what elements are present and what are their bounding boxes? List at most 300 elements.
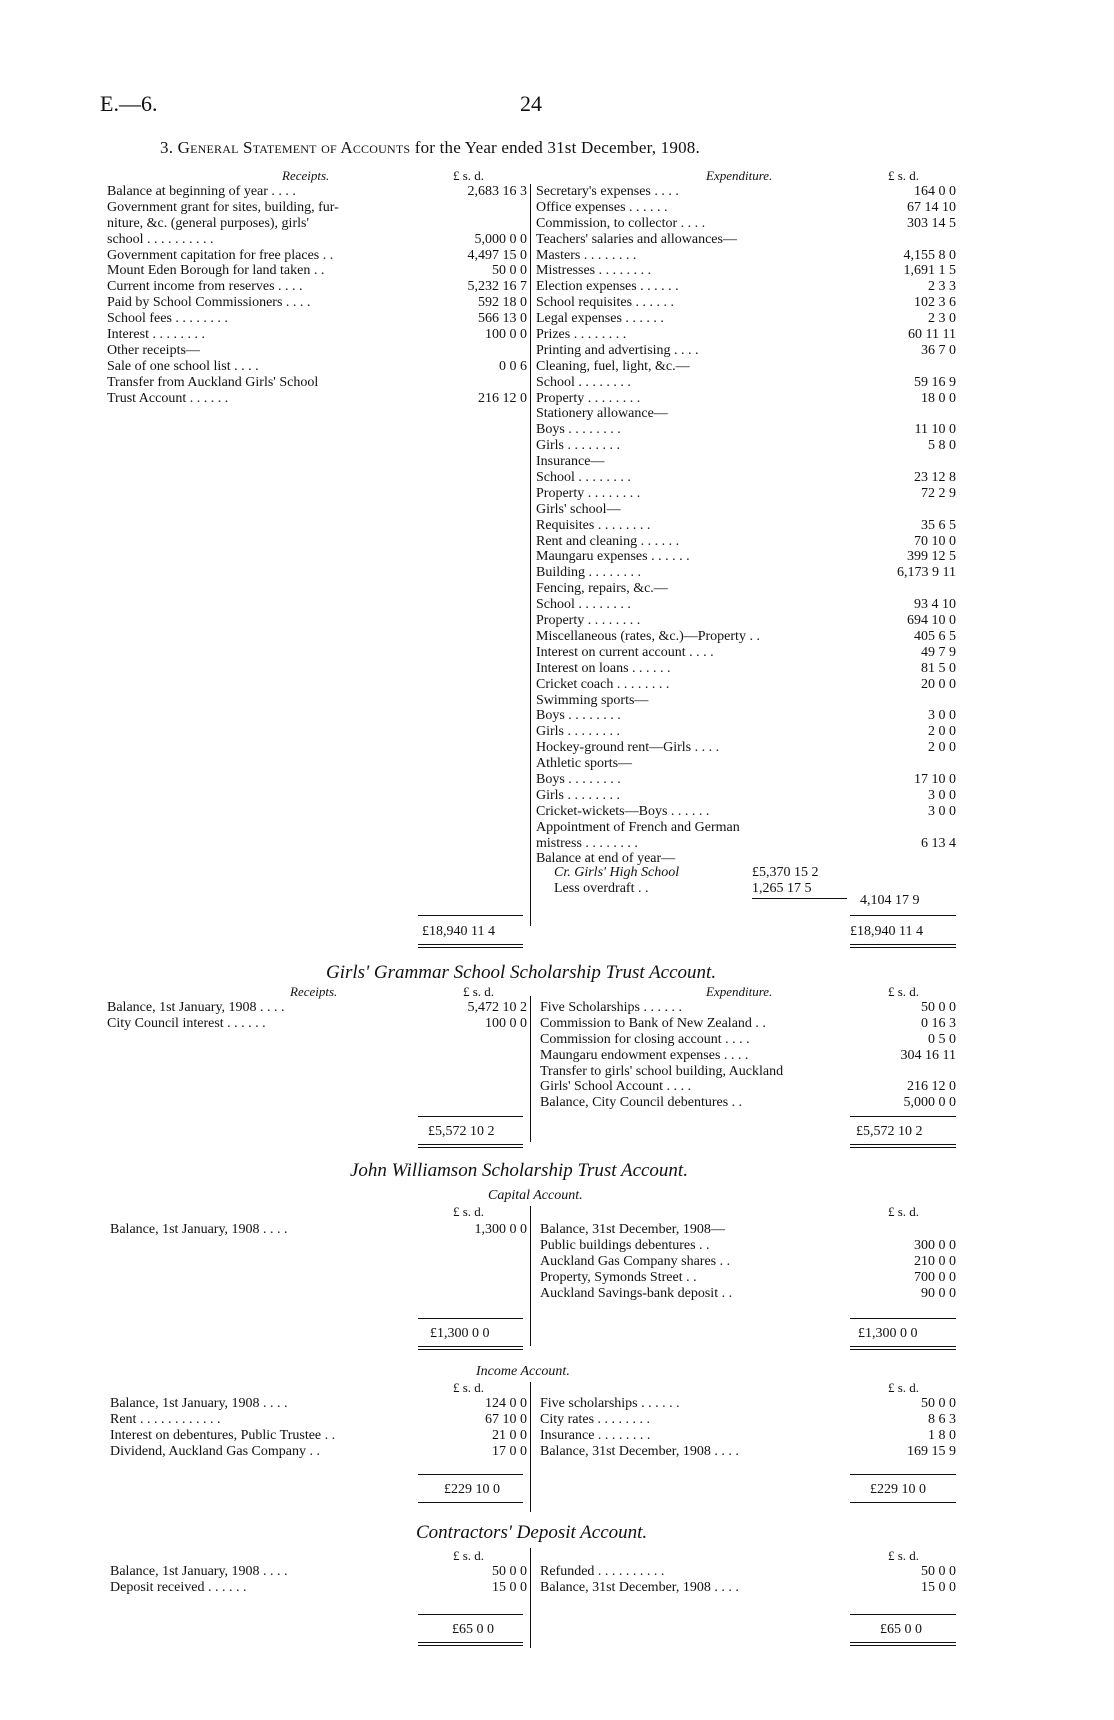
ledger-row bbox=[536, 470, 956, 486]
receipts-heading: Receipts. bbox=[282, 168, 330, 183]
ledger-row-amount: 2 3 3 bbox=[928, 279, 956, 295]
con-rule-left-top bbox=[418, 1614, 523, 1615]
ledger-row bbox=[107, 232, 527, 248]
balance-cr-amount: £5,370 15 2 bbox=[752, 865, 819, 880]
ledger-row bbox=[536, 406, 956, 422]
con-rule-right-b2 bbox=[850, 1645, 956, 1646]
williamson-capital-receipts bbox=[110, 1222, 527, 1238]
ledger-row bbox=[107, 375, 527, 391]
contractors-divider bbox=[530, 1548, 531, 1648]
ledger-row bbox=[536, 311, 956, 327]
ledger-row bbox=[536, 788, 956, 804]
total-rule-right-top bbox=[850, 915, 956, 916]
page-number: 24 bbox=[520, 91, 542, 116]
grammar-lsd-right: £ s. d. bbox=[888, 984, 920, 999]
ledger-row-label: Property . . . . . . . . bbox=[536, 390, 641, 406]
overdraft-rule bbox=[752, 898, 847, 899]
ledger-row bbox=[536, 359, 956, 375]
ledger-row-label: Building . . . . . . . . bbox=[536, 565, 642, 581]
ledger-row bbox=[536, 693, 956, 709]
ledger-row-amount: 1,300 0 0 bbox=[474, 1222, 527, 1237]
ledger-row bbox=[536, 295, 956, 311]
ledger-row bbox=[536, 549, 956, 565]
ledger-row bbox=[107, 295, 527, 311]
williamson-income-divider bbox=[530, 1382, 531, 1512]
ledger-row bbox=[536, 804, 956, 820]
ledger-row bbox=[107, 343, 527, 359]
ledger-row-amount: 50 0 0 bbox=[921, 1000, 956, 1015]
ledger-row bbox=[110, 1444, 527, 1460]
title-rest: for the Year ended 31st December, 1908. bbox=[414, 138, 700, 157]
ledger-row bbox=[540, 1222, 956, 1238]
ledger-row-label: Insurance— bbox=[536, 454, 605, 470]
con-rule-left-b1 bbox=[418, 1642, 523, 1643]
ledger-row-label: Appointment of French and German bbox=[536, 819, 740, 835]
ledger-row-label: Balance, 1st January, 1908 . . . . bbox=[110, 1564, 288, 1579]
total-rule-left-b1 bbox=[418, 944, 523, 945]
ledger-row bbox=[540, 1238, 956, 1254]
grammar-total-right: £5,572 10 2 bbox=[856, 1124, 923, 1139]
wcap-rule-left-b2 bbox=[418, 1349, 523, 1350]
grammar-rule-left-top bbox=[418, 1116, 523, 1117]
ledger-row-label: Interest . . . . . . . . bbox=[107, 327, 205, 343]
ledger-row-label: Legal expenses . . . . . . bbox=[536, 311, 664, 327]
williamson-income-heading: Income Account. bbox=[476, 1364, 570, 1379]
ledger-row-label: Girls' School Account . . . . bbox=[540, 1079, 692, 1095]
ledger-row-amount: 17 10 0 bbox=[914, 771, 956, 787]
ledger-row bbox=[536, 327, 956, 343]
ledger-row-label: mistress . . . . . . . . bbox=[536, 835, 638, 851]
ledger-row-label: Girls' school— bbox=[536, 501, 621, 517]
ledger-row bbox=[536, 486, 956, 502]
ledger-row bbox=[540, 1412, 956, 1428]
williamson-income-lsd-right: £ s. d. bbox=[888, 1380, 920, 1395]
ledger-row-label: Balance, 31st December, 1908 . . . . bbox=[540, 1443, 739, 1459]
general-total-left: £18,940 11 4 bbox=[422, 924, 495, 939]
ledger-row-amount: 15 0 0 bbox=[921, 1579, 956, 1595]
ledger-row-label: City rates . . . . . . . . bbox=[540, 1411, 651, 1427]
ledger-row-label: School fees . . . . . . . . bbox=[107, 311, 228, 327]
ledger-row bbox=[110, 1564, 527, 1580]
ledger-row-label: Balance, 31st December, 1908 . . . . bbox=[540, 1579, 739, 1595]
contractors-receipts bbox=[110, 1564, 527, 1596]
ledger-row-amount: 4,155 8 0 bbox=[903, 247, 956, 263]
ledger-row-amount: 0 5 0 bbox=[928, 1031, 956, 1047]
general-expenditure-list bbox=[536, 184, 956, 867]
ledger-row-amount: 36 7 0 bbox=[921, 342, 956, 358]
ledger-row bbox=[536, 454, 956, 470]
grammar-receipts-heading: Receipts. bbox=[290, 984, 338, 999]
ledger-row bbox=[540, 1580, 956, 1596]
ledger-row bbox=[107, 327, 527, 343]
ledger-row-label: Government capitation for free places . . bbox=[107, 247, 334, 263]
ledger-row-label: Masters . . . . . . . . bbox=[536, 247, 637, 263]
ledger-row bbox=[536, 597, 956, 613]
williamson-income-lsd-left: £ s. d. bbox=[453, 1380, 485, 1395]
ledger-row-amount: 0 16 3 bbox=[921, 1015, 956, 1031]
ledger-row-label: Dividend, Auckland Gas Company . . bbox=[110, 1443, 320, 1459]
ledger-row-label: Cleaning, fuel, light, &c.— bbox=[536, 358, 690, 374]
ledger-row-label: Balance, 1st January, 1908 . . . . bbox=[107, 1000, 285, 1015]
wcap-rule-right-b2 bbox=[850, 1349, 956, 1350]
ledger-row-label: Commission, to collector . . . . bbox=[536, 215, 706, 231]
grammar-title: Girls' Grammar School Scholarship Trust Account. bbox=[326, 962, 717, 983]
grammar-expenditure-list bbox=[540, 1000, 956, 1111]
ledger-row-amount: 399 12 5 bbox=[907, 549, 956, 565]
ledger-row-label: Boys . . . . . . . . bbox=[536, 422, 621, 438]
ledger-row-label: Cricket-wickets—Boys . . . . . . bbox=[536, 803, 710, 819]
ledger-row-label: Deposit received . . . . . . bbox=[110, 1579, 247, 1595]
ledger-row bbox=[536, 708, 956, 724]
ledger-row bbox=[107, 248, 527, 264]
balance-cr-label: Cr. Girls' High School bbox=[554, 865, 680, 880]
ledger-row-amount: 35 6 5 bbox=[921, 517, 956, 533]
ledger-row bbox=[540, 1064, 956, 1080]
ledger-row bbox=[107, 263, 527, 279]
ledger-row-amount: 5,000 0 0 bbox=[903, 1095, 956, 1111]
ledger-row-amount: 304 16 11 bbox=[900, 1047, 956, 1063]
williamson-capital-total-right: £1,300 0 0 bbox=[858, 1326, 918, 1341]
ledger-row bbox=[540, 1270, 956, 1286]
ledger-row-amount: 93 4 10 bbox=[914, 597, 956, 613]
total-rule-right-b2 bbox=[850, 947, 956, 948]
ledger-row-label: Stationery allowance— bbox=[536, 406, 668, 422]
ledger-row-label: Boys . . . . . . . . bbox=[536, 771, 621, 787]
ledger-row bbox=[540, 1095, 956, 1111]
ledger-row-label: Balance, 1st January, 1908 . . . . bbox=[110, 1396, 288, 1411]
ledger-row bbox=[536, 279, 956, 295]
ledger-row-label: Balance at beginning of year . . . . bbox=[107, 184, 296, 199]
ledger-row-label: Athletic sports— bbox=[536, 756, 633, 772]
ledger-row bbox=[536, 724, 956, 740]
total-rule-left-b2 bbox=[418, 947, 523, 948]
ledger-row bbox=[536, 534, 956, 550]
ledger-row-label: Rent . . . . . . . . . . . . bbox=[110, 1411, 221, 1427]
contractors-title: Contractors' Deposit Account. bbox=[416, 1522, 648, 1543]
ledger-row-amount: 20 0 0 bbox=[921, 676, 956, 692]
williamson-capital-total-left: £1,300 0 0 bbox=[430, 1326, 490, 1341]
lsd-heading-left: £ s. d. bbox=[453, 168, 485, 183]
ledger-row-label: niture, &c. (general purposes), girls' bbox=[107, 215, 309, 231]
ledger-row bbox=[540, 1032, 956, 1048]
general-receipts-list bbox=[107, 184, 527, 406]
ledger-row-amount: 15 0 0 bbox=[492, 1579, 527, 1595]
ledger-row-label: Balance, 1st January, 1908 . . . . bbox=[110, 1222, 288, 1237]
williamson-income-receipts bbox=[110, 1396, 527, 1460]
ledger-row bbox=[536, 248, 956, 264]
ledger-row-amount: 50 0 0 bbox=[492, 263, 527, 279]
ledger-row bbox=[536, 232, 956, 248]
ledger-row-label: Rent and cleaning . . . . . . bbox=[536, 533, 680, 549]
ledger-row-label: Sale of one school list . . . . bbox=[107, 358, 259, 374]
williamson-income-total-right: £229 10 0 bbox=[870, 1482, 926, 1497]
ledger-row-amount: 59 16 9 bbox=[914, 374, 956, 390]
ledger-row bbox=[107, 279, 527, 295]
winc-rule-left-b1 bbox=[418, 1502, 523, 1503]
ledger-row bbox=[536, 772, 956, 788]
ledger-row bbox=[540, 1286, 956, 1302]
expenditure-heading: Expenditure. bbox=[706, 168, 773, 183]
ledger-row-label: Miscellaneous (rates, &c.)—Property . . bbox=[536, 628, 760, 644]
ledger-row bbox=[536, 645, 956, 661]
ledger-row-amount: 2 0 0 bbox=[928, 724, 956, 740]
lsd-heading-right: £ s. d. bbox=[888, 168, 920, 183]
ledger-row-amount: 6 13 4 bbox=[921, 835, 956, 851]
ledger-row-amount: 2 0 0 bbox=[928, 740, 956, 756]
ledger-row bbox=[110, 1428, 527, 1444]
ledger-row bbox=[540, 1428, 956, 1444]
total-rule-right-b1 bbox=[850, 944, 956, 945]
ledger-row bbox=[107, 1000, 527, 1016]
ledger-row-label: Requisites . . . . . . . . bbox=[536, 517, 651, 533]
con-rule-right-top bbox=[850, 1614, 956, 1615]
ledger-row-label: School . . . . . . . . bbox=[536, 470, 631, 486]
less-overdraft-amount: 1,265 17 5 bbox=[752, 881, 812, 896]
grammar-lsd-left: £ s. d. bbox=[463, 984, 495, 999]
ledger-row-amount: 81 5 0 bbox=[921, 660, 956, 676]
ledger-row bbox=[536, 391, 956, 407]
ledger-row-amount: 694 10 0 bbox=[907, 613, 956, 629]
ledger-row bbox=[536, 756, 956, 772]
ledger-row bbox=[107, 184, 527, 200]
contractors-total-right: £65 0 0 bbox=[880, 1622, 922, 1637]
williamson-title: John Williamson Scholarship Trust Account. bbox=[350, 1160, 688, 1181]
ledger-row-amount: 124 0 0 bbox=[485, 1396, 527, 1411]
ledger-row-label: Auckland Gas Company shares . . bbox=[540, 1253, 731, 1269]
grammar-expenditure-heading: Expenditure. bbox=[706, 984, 773, 999]
less-overdraft-label: Less overdraft . . bbox=[554, 881, 649, 896]
williamson-capital-heading: Capital Account. bbox=[488, 1188, 583, 1203]
ledger-row-label: Fencing, repairs, &c.— bbox=[536, 581, 668, 597]
ledger-row bbox=[540, 1444, 956, 1460]
title-small-caps: General Statement of Accounts bbox=[177, 138, 411, 157]
ledger-row-amount: 5 8 0 bbox=[928, 438, 956, 454]
contractors-lsd-left: £ s. d. bbox=[453, 1548, 485, 1563]
ledger-row bbox=[536, 263, 956, 279]
ledger-row-label: Girls . . . . . . . . bbox=[536, 438, 620, 454]
ledger-row-label: school . . . . . . . . . . bbox=[107, 231, 214, 247]
contractors-expenditure bbox=[540, 1564, 956, 1596]
ledger-row-amount: 70 10 0 bbox=[914, 533, 956, 549]
con-rule-left-b2 bbox=[418, 1645, 523, 1646]
ledger-row-amount: 5,000 0 0 bbox=[474, 231, 527, 247]
ledger-row bbox=[536, 438, 956, 454]
ledger-row-label: Swimming sports— bbox=[536, 692, 649, 708]
ledger-row-amount: 5,232 16 7 bbox=[467, 279, 527, 295]
ledger-row-amount: 50 0 0 bbox=[921, 1564, 956, 1579]
ledger-row-label: Balance, 31st December, 1908— bbox=[540, 1222, 725, 1237]
ledger-row-label: City Council interest . . . . . . bbox=[107, 1015, 266, 1031]
ledger-row bbox=[536, 740, 956, 756]
ledger-row bbox=[536, 422, 956, 438]
title-number: 3. bbox=[160, 138, 174, 157]
ledger-row bbox=[107, 200, 527, 216]
ledger-row bbox=[536, 677, 956, 693]
ledger-row-label: Cricket coach . . . . . . . . bbox=[536, 676, 670, 692]
ledger-row-amount: 50 0 0 bbox=[921, 1396, 956, 1411]
wcap-rule-left-top bbox=[418, 1318, 523, 1319]
ledger-row-label: Mistresses . . . . . . . . bbox=[536, 263, 652, 279]
contractors-total-left: £65 0 0 bbox=[452, 1622, 494, 1637]
ledger-row-amount: 50 0 0 bbox=[492, 1564, 527, 1579]
ledger-row-amount: 3 0 0 bbox=[928, 708, 956, 724]
ledger-row bbox=[536, 661, 956, 677]
winc-rule-left-top bbox=[418, 1474, 523, 1475]
ledger-row-amount: 49 7 9 bbox=[921, 644, 956, 660]
ledger-row-amount: 90 0 0 bbox=[921, 1285, 956, 1301]
ledger-row-label: Current income from reserves . . . . bbox=[107, 279, 303, 295]
ledger-row-amount: 6,173 9 11 bbox=[897, 565, 956, 581]
ledger-row-label: Property . . . . . . . . bbox=[536, 613, 641, 629]
ledger-row-label: Boys . . . . . . . . bbox=[536, 708, 621, 724]
ledger-row bbox=[540, 1048, 956, 1064]
ledger-row-label: Trust Account . . . . . . bbox=[107, 390, 229, 406]
grammar-divider bbox=[530, 996, 531, 1142]
ledger-row-label: Five scholarships . . . . . . bbox=[540, 1396, 680, 1411]
winc-rule-right-top bbox=[850, 1474, 956, 1475]
winc-rule-right-b1 bbox=[850, 1502, 956, 1503]
ledger-row bbox=[110, 1412, 527, 1428]
ledger-row-label: Maungaru endowment expenses . . . . bbox=[540, 1047, 749, 1063]
wcap-rule-right-b1 bbox=[850, 1346, 956, 1347]
williamson-capital-lsd-left: £ s. d. bbox=[453, 1204, 485, 1219]
williamson-capital-expenditure bbox=[540, 1222, 956, 1301]
ledger-row-label: Hockey-ground rent—Girls . . . . bbox=[536, 740, 720, 756]
ledger-row-label: Transfer from Auckland Girls' School bbox=[107, 374, 319, 390]
grammar-rule-right-b1 bbox=[850, 1144, 956, 1145]
ledger-row bbox=[536, 581, 956, 597]
ledger-row bbox=[107, 1016, 527, 1032]
ledger-row bbox=[536, 836, 956, 852]
williamson-income-expenditure bbox=[540, 1396, 956, 1460]
ledger-row-label: Property . . . . . . . . bbox=[536, 485, 641, 501]
ledger-row-amount: 17 0 0 bbox=[492, 1443, 527, 1459]
ledger-row bbox=[540, 1079, 956, 1095]
ledger-row-label: Government grant for sites, building, fur- bbox=[107, 199, 339, 215]
document-reference: E.—6. bbox=[100, 91, 158, 116]
ledger-row-amount: 60 11 11 bbox=[908, 327, 956, 343]
grammar-rule-right-b2 bbox=[850, 1147, 956, 1148]
ledger-row-amount: 566 13 0 bbox=[478, 311, 527, 327]
ledger-row-label: Balance at end of year— bbox=[536, 851, 676, 867]
ledger-row bbox=[536, 375, 956, 391]
ledger-row-amount: 8 6 3 bbox=[928, 1411, 956, 1427]
ledger-row bbox=[540, 1254, 956, 1270]
ledger-row bbox=[536, 629, 956, 645]
ledger-row bbox=[536, 518, 956, 534]
ledger-row bbox=[536, 502, 956, 518]
ledger-row-amount: 4,497 15 0 bbox=[467, 247, 527, 263]
ledger-row-label: Commission to Bank of New Zealand . . bbox=[540, 1015, 766, 1031]
ledger-row-amount: 1,691 1 5 bbox=[903, 263, 956, 279]
ledger-row-amount: 67 14 10 bbox=[907, 199, 956, 215]
ledger-row-amount: 3 0 0 bbox=[928, 803, 956, 819]
ledger-row bbox=[540, 1564, 956, 1580]
williamson-capital-divider bbox=[530, 1206, 531, 1346]
ledger-row-amount: 169 15 9 bbox=[907, 1443, 956, 1459]
ledger-row-label: Property, Symonds Street . . bbox=[540, 1269, 697, 1285]
ledger-row-label: School . . . . . . . . bbox=[536, 597, 631, 613]
ledger-row-amount: 11 10 0 bbox=[914, 422, 956, 438]
ledger-row-amount: 2,683 16 3 bbox=[467, 184, 527, 199]
ledger-row-label: Secretary's expenses . . . . bbox=[536, 184, 679, 199]
ledger-row bbox=[110, 1222, 527, 1238]
grammar-rule-left-b2 bbox=[418, 1147, 523, 1148]
ledger-row-label: Printing and advertising . . . . bbox=[536, 342, 699, 358]
ledger-row-amount: 5,472 10 2 bbox=[467, 1000, 527, 1015]
grammar-rule-left-b1 bbox=[418, 1144, 523, 1145]
ledger-row-label: Girls . . . . . . . . bbox=[536, 724, 620, 740]
ledger-row-label: Office expenses . . . . . . bbox=[536, 199, 668, 215]
ledger-row-label: Commission for closing account . . . . bbox=[540, 1031, 750, 1047]
ledger-row-amount: 210 0 0 bbox=[914, 1253, 956, 1269]
ledger-row-amount: 2 3 0 bbox=[928, 311, 956, 327]
contractors-lsd-right: £ s. d. bbox=[888, 1548, 920, 1563]
ledger-row-label: Auckland Savings-bank deposit . . bbox=[540, 1285, 733, 1301]
ledger-row bbox=[107, 391, 527, 407]
ledger-row bbox=[540, 1000, 956, 1016]
williamson-capital-lsd-right: £ s. d. bbox=[888, 1204, 920, 1219]
ledger-row bbox=[107, 216, 527, 232]
con-rule-right-b1 bbox=[850, 1642, 956, 1643]
ledger-row-amount: 100 0 0 bbox=[485, 1015, 527, 1031]
ledger-row-label: Paid by School Commissioners . . . . bbox=[107, 295, 311, 311]
wcap-rule-right-top bbox=[850, 1318, 956, 1319]
general-statement-title bbox=[160, 140, 700, 156]
ledger-row-label: Teachers' salaries and allowances— bbox=[536, 231, 737, 247]
ledger-row-amount: 300 0 0 bbox=[914, 1237, 956, 1253]
grammar-total-left: £5,572 10 2 bbox=[428, 1124, 495, 1139]
ledger-row bbox=[536, 343, 956, 359]
ledger-row-amount: 303 14 5 bbox=[907, 215, 956, 231]
ledger-row bbox=[540, 1016, 956, 1032]
ledger-row-amount: 72 2 9 bbox=[921, 485, 956, 501]
ledger-row-amount: 700 0 0 bbox=[914, 1269, 956, 1285]
ledger-row-label: Mount Eden Borough for land taken . . bbox=[107, 263, 325, 279]
ledger-row bbox=[107, 359, 527, 375]
ledger-row-amount: 164 0 0 bbox=[914, 184, 956, 199]
williamson-income-total-left: £229 10 0 bbox=[444, 1482, 500, 1497]
ledger-row-amount: 18 0 0 bbox=[921, 390, 956, 406]
ledger-row-label: Transfer to girls' school building, Auckland bbox=[540, 1063, 784, 1079]
ledger-row-label: Balance, City Council debentures . . bbox=[540, 1095, 743, 1111]
ledger-row-label: Prizes . . . . . . . . bbox=[536, 327, 627, 343]
ledger-row-label: Public buildings debentures . . bbox=[540, 1237, 710, 1253]
ledger-row bbox=[110, 1580, 527, 1596]
ledger-row-amount: 67 10 0 bbox=[485, 1411, 527, 1427]
ledger-row bbox=[107, 311, 527, 327]
total-rule-left-top bbox=[418, 915, 523, 916]
ledger-row-amount: 102 3 6 bbox=[914, 295, 956, 311]
ledger-row-amount: 23 12 8 bbox=[914, 470, 956, 486]
ledger-row-label: Interest on loans . . . . . . bbox=[536, 660, 671, 676]
wcap-rule-left-b1 bbox=[418, 1346, 523, 1347]
ledger-row bbox=[540, 1396, 956, 1412]
grammar-receipts-list bbox=[107, 1000, 527, 1032]
ledger-row bbox=[536, 216, 956, 232]
balance-net-amount: 4,104 17 9 bbox=[860, 893, 920, 908]
ledger-row bbox=[536, 613, 956, 629]
ledger-row-label: Election expenses . . . . . . bbox=[536, 279, 679, 295]
ledger-row-label: Refunded . . . . . . . . . . bbox=[540, 1564, 665, 1579]
ledger-row-amount: 3 0 0 bbox=[928, 787, 956, 803]
ledger-row bbox=[536, 565, 956, 581]
ledger-row-label: Five Scholarships . . . . . . bbox=[540, 1000, 682, 1015]
ledger-row bbox=[536, 820, 956, 836]
ledger-row-amount: 216 12 0 bbox=[478, 390, 527, 406]
grammar-rule-right-top bbox=[850, 1116, 956, 1117]
ledger-row-amount: 0 0 6 bbox=[499, 358, 527, 374]
